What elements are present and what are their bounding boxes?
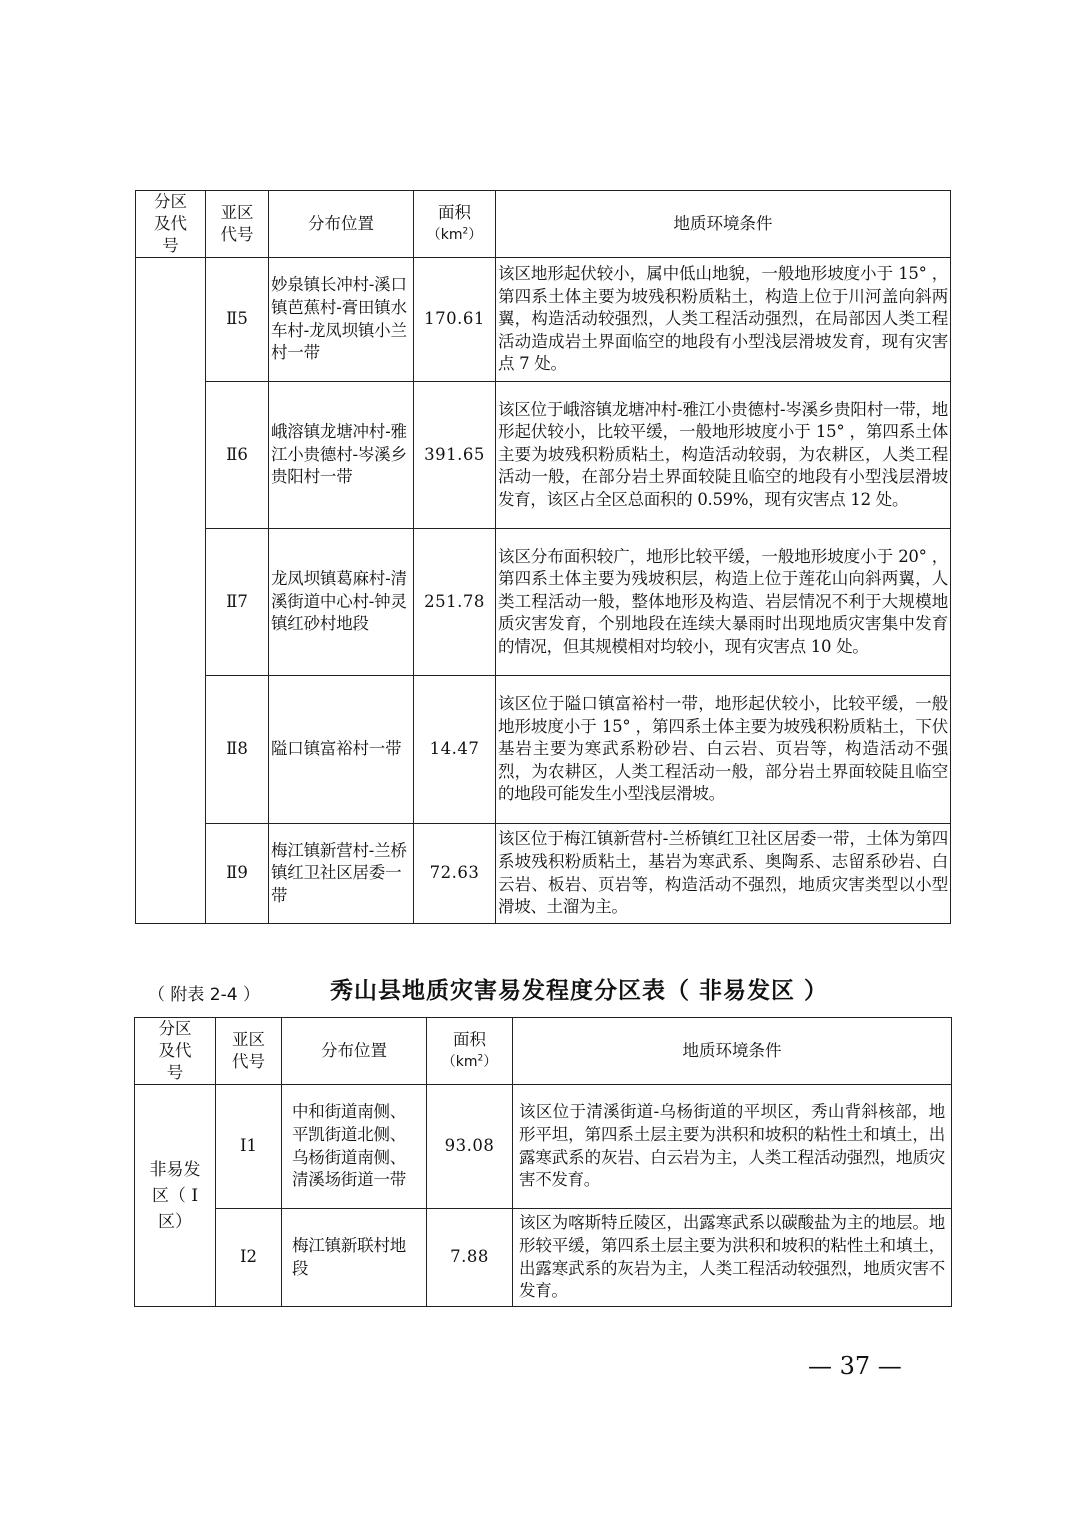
conditions-cell: 该区为喀斯特丘陵区，出露寒武系以碳酸盐为主的地层。地形较平缓，第四系土层主要为洪积和坡积的粘性土和填土，出露寒武系的灰岩为主，人类工程活动较强烈，地质灾害不发育。 [513, 1209, 952, 1307]
table-number: （ 附表 2-4 ） [148, 985, 260, 1005]
location-cell: 龙凤坝镇葛麻村-清溪街道中心村-钟灵镇红砂村地段 [269, 529, 414, 676]
conditions-cell: 该区位于峨溶镇龙塘冲村-雅江小贵德村-岑溪乡贵阳村一带，地形起伏较小，比较平缓，一般地形坡度小于 15° ，第四系土体主要为坡残积粉质粘土，构造活动较弱，为农耕区，人类工程活动一般，在部分岩土界面较陡且临空的地段有小型浅层滑坡发育，该区占全区总面积的 0.59%，现有灾害点 12 处。 [496, 382, 951, 529]
location-cell: 隘口镇富裕村一带 [269, 676, 414, 824]
header-zone: 分区及代号 [136, 191, 206, 258]
non-prone-zoning-table [134, 1017, 952, 1307]
table-header-row [135, 1018, 952, 1085]
header-location: 分布位置 [282, 1018, 427, 1085]
area-cell: 7.88 [427, 1209, 513, 1307]
table-row [136, 258, 951, 382]
area-cell: 72.63 [414, 824, 496, 924]
conditions-cell: 该区位于清溪街道-乌杨街道的平坝区，秀山背斜核部，地形平坦，第四系土层主要为洪积和坡积的粘性土和填土，出露寒武系的灰岩、白云岩为主，人类工程活动强烈，地质灾害不发育。 [513, 1085, 952, 1209]
header-location: 分布位置 [269, 191, 414, 258]
subzone-cell: Ⅱ7 [206, 529, 269, 676]
header-conditions: 地质环境条件 [496, 191, 951, 258]
location-cell: 梅江镇新营村-兰桥镇红卫社区居委一带 [269, 824, 414, 924]
subzone-cell: Ⅰ2 [216, 1209, 282, 1307]
conditions-cell: 该区地形起伏较小，属中低山地貌，一般地形坡度小于 15° ，第四系土体主要为坡残积粉质粘土，构造上位于川河盖向斜两翼，构造活动较强烈，人类工程活动强烈，在局部因人类工程活动造成岩土界面临空的地段有小型浅层滑坡发育，现有灾害点 7 处。 [496, 258, 951, 382]
subzone-cell: Ⅱ6 [206, 382, 269, 529]
table-row [136, 529, 951, 676]
header-zone: 分区及代号 [135, 1018, 216, 1085]
area-cell: 251.78 [414, 529, 496, 676]
header-area: 面积 $(km^2)$ [414, 191, 496, 258]
location-cell: 梅江镇新联村地段 [282, 1209, 427, 1307]
zone-cell [136, 258, 206, 924]
subzone-cell: Ⅱ8 [206, 676, 269, 824]
table-row [136, 824, 951, 924]
area-cell: 14.47 [414, 676, 496, 824]
area-cell: 170.61 [414, 258, 496, 382]
table-row [136, 382, 951, 529]
conditions-cell: 该区分布面积较广，地形比较平缓，一般地形坡度小于 20° ，第四系土体主要为残坡积层，构造上位于莲花山向斜两翼，人类工程活动一般，整体地形及构造、岩层情况不利于大规模地质灾害发育，个别地段在连续大暴雨时出现地质灾害集中发育的情况，但其规模相对均较小，现有灾害点 10 处。 [496, 529, 951, 676]
table-caption [148, 972, 948, 1008]
table-header-row [136, 191, 951, 258]
subzone-cell: Ⅱ9 [206, 824, 269, 924]
header-subzone: 亚区代号 [206, 191, 269, 258]
page-number: — 37 — [808, 1352, 902, 1380]
conditions-cell: 该区位于隘口镇富裕村一带，地形起伏较小，比较平缓，一般地形坡度小于 15° ，第四系土体主要为坡残积粉质粘土，下伏基岩主要为寒武系粉砂岩、白云岩、页岩等，构造活动不强烈，为农耕区，人类工程活动一般，部分岩土界面较陡且临空的地段可能发生小型浅层滑坡。 [496, 676, 951, 824]
location-cell: 妙泉镇长冲村-溪口镇芭蕉村-膏田镇水车村-龙凤坝镇小兰村一带 [269, 258, 414, 382]
zoning-table-continued [135, 190, 951, 924]
header-area: 面积 $(km^2)$ [427, 1018, 513, 1085]
zone-cell: 非易发区（ Ⅰ 区） [135, 1085, 216, 1307]
header-conditions: 地质环境条件 [513, 1018, 952, 1085]
conditions-cell: 该区位于梅江镇新营村-兰桥镇红卫社区居委一带，土体为第四系坡残积粉质粘土，基岩为寒武系、奥陶系、志留系砂岩、白云岩、板岩、页岩等，构造活动不强烈，地质灾害类型以小型滑坡、土溜为主。 [496, 824, 951, 924]
area-cell: 93.08 [427, 1085, 513, 1209]
table-row [135, 1085, 952, 1209]
location-cell: 峨溶镇龙塘冲村-雅江小贵德村-岑溪乡贵阳村一带 [269, 382, 414, 529]
subzone-cell: Ⅱ5 [206, 258, 269, 382]
table-row [135, 1209, 952, 1307]
location-cell: 中和街道南侧、平凯街道北侧、乌杨街道南侧、清溪场街道一带 [282, 1085, 427, 1209]
table-title: 秀山县地质灾害易发程度分区表（ 非易发区 ） [330, 978, 829, 1004]
table-row [136, 676, 951, 824]
subzone-cell: Ⅰ1 [216, 1085, 282, 1209]
header-subzone: 亚区代号 [216, 1018, 282, 1085]
area-cell: 391.65 [414, 382, 496, 529]
